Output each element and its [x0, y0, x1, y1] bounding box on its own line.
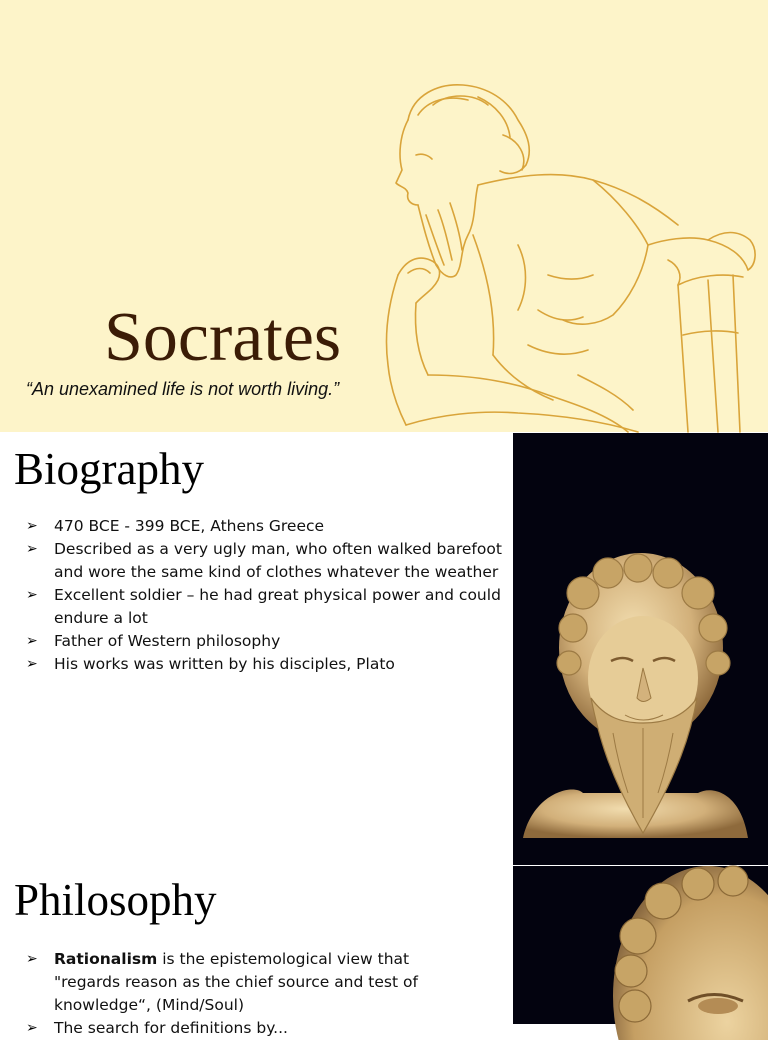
list-item: [26, 538, 510, 584]
title-slide: [0, 0, 768, 432]
arrow-bullet-icon: ➢: [26, 541, 38, 557]
bullet-text: Excellent soldier – he had great physical power and could endure a lot: [54, 586, 501, 627]
philosophy-heading: Philosophy: [14, 875, 217, 925]
list-item: [26, 1017, 426, 1040]
list-item: [26, 653, 510, 676]
philosophy-slide: [0, 866, 768, 1037]
bullet-text: The search for definitions by...: [54, 1019, 288, 1037]
bullet-text: is the epistemological view that "regards reason as the chief source and test of knowledge“, (Mind/Soul): [54, 950, 418, 1014]
arrow-bullet-icon: ➢: [26, 656, 38, 672]
bullet-text: His works was written by his disciples, Plato: [54, 655, 395, 673]
philosophy-bullet-list: [26, 948, 426, 1040]
bust-photo-panel: [513, 433, 768, 865]
arrow-bullet-icon: ➢: [26, 518, 38, 534]
arrow-bullet-icon: ➢: [26, 1020, 38, 1036]
arrow-bullet-icon: ➢: [26, 951, 38, 967]
socrates-closeup-image: [513, 866, 768, 1024]
bust-closeup-photo-panel: [513, 866, 768, 1024]
list-item: [26, 630, 510, 653]
bullet-text: 470 BCE - 399 BCE, Athens Greece: [54, 517, 325, 535]
list-item: [26, 515, 510, 538]
title-quote: “An unexamined life is not worth living.”: [26, 379, 340, 399]
biography-bullet-list: [26, 515, 510, 676]
arrow-bullet-icon: ➢: [26, 587, 38, 603]
presentation-title: Socrates: [104, 299, 342, 376]
list-item: [26, 584, 510, 630]
bullet-bold-term: Rationalism: [54, 950, 158, 968]
bullet-text: Described as a very ugly man, who often walked barefoot and wore the same kind of clothes whatever the weather: [54, 540, 502, 581]
arrow-bullet-icon: ➢: [26, 633, 38, 649]
list-item: [26, 948, 426, 1017]
biography-heading: Biography: [14, 444, 204, 494]
socrates-bust-image: [513, 433, 768, 865]
bullet-text: Father of Western philosophy: [54, 632, 281, 650]
socrates-sketch-illustration: [378, 75, 768, 432]
biography-slide: [0, 433, 768, 865]
